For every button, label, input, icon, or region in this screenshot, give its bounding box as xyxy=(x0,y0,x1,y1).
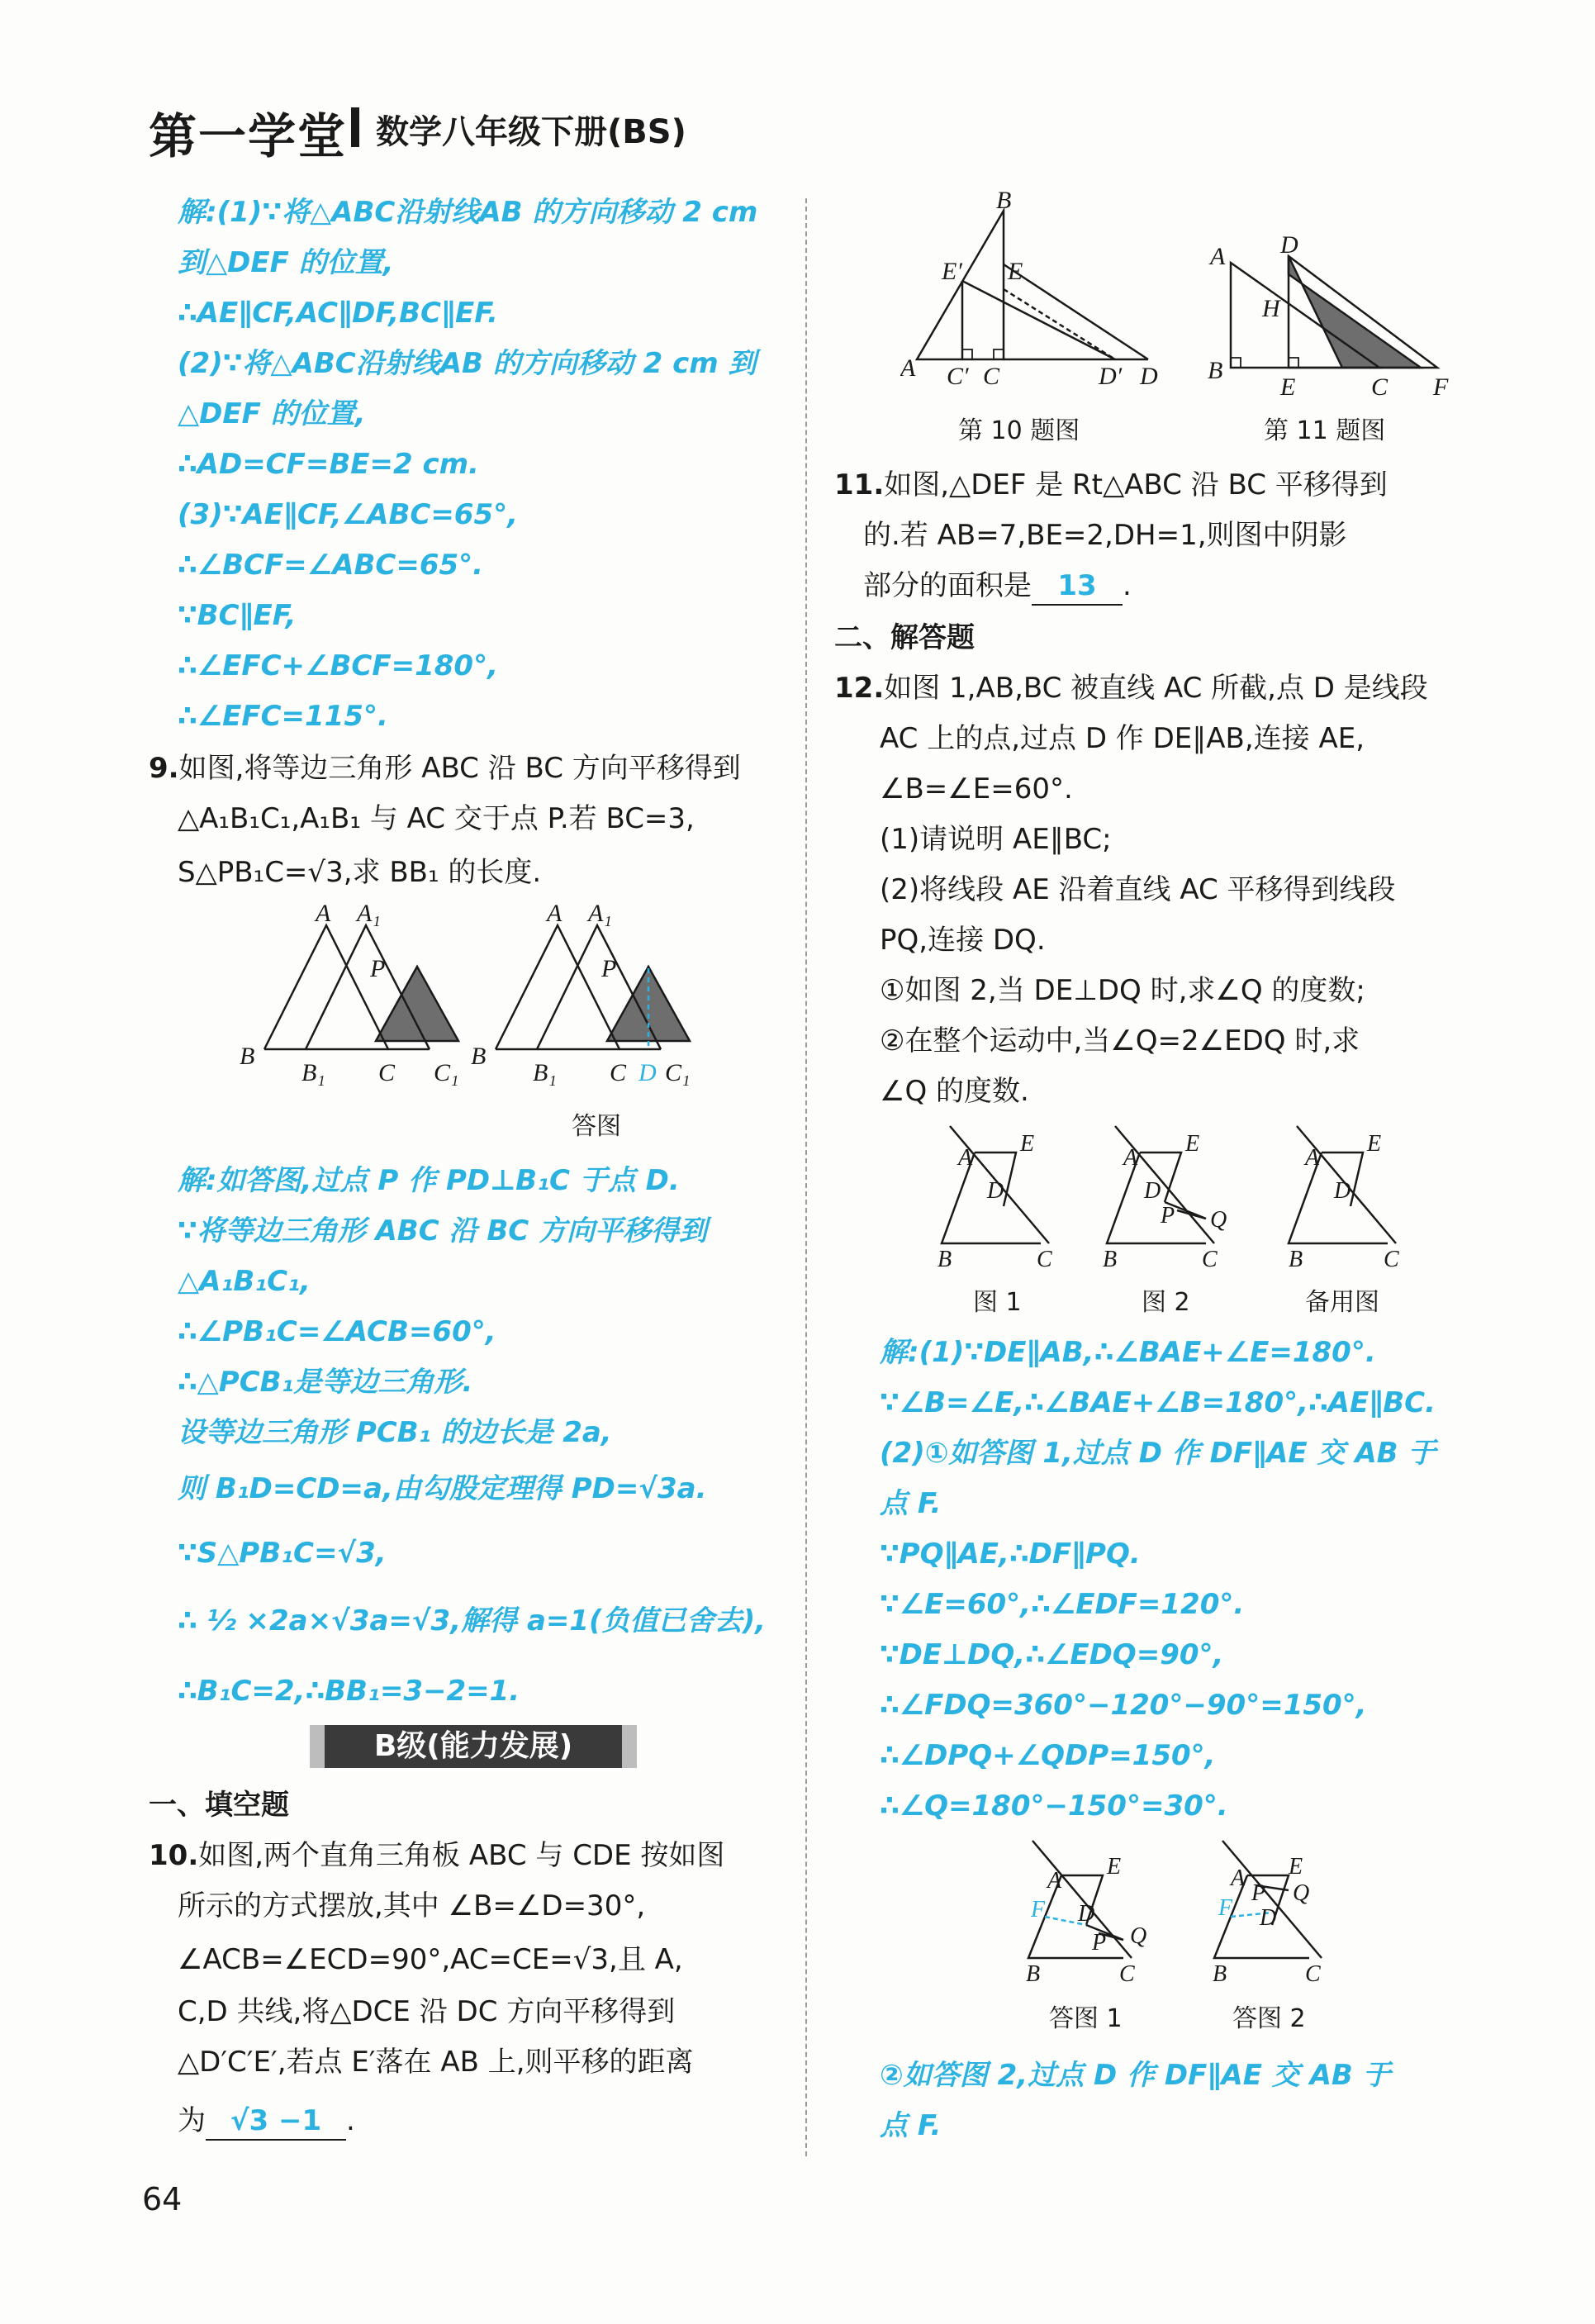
q12-line: (2)将线段 AE 沿着直线 AC 平移得到线段 xyxy=(880,873,1396,906)
label-e-prime: E′ xyxy=(942,258,962,285)
svg-text:C: C xyxy=(610,1059,627,1086)
level-badge: B级(能力发展) xyxy=(310,1725,637,1768)
svg-text:C: C xyxy=(1037,1247,1052,1272)
page-number: 64 xyxy=(142,2181,183,2217)
column-divider xyxy=(805,198,807,2156)
q10-figure xyxy=(900,190,1173,397)
answer-fig2-caption: 答图 2 xyxy=(1232,2004,1306,2033)
q12-fig1-caption: 图 1 xyxy=(973,1288,1022,1317)
q11-number: 11. xyxy=(834,468,885,501)
q10-prefix: 为 xyxy=(178,2104,206,2137)
svg-text:A: A xyxy=(1231,1865,1246,1891)
svg-text:B: B xyxy=(1289,1247,1303,1272)
label-b1: B₁ xyxy=(301,1059,325,1086)
svg-text:P: P xyxy=(1092,1930,1107,1956)
q9-solution-line: △A₁B₁C₁, xyxy=(178,1265,311,1298)
q10-number: 10. xyxy=(149,1839,199,1872)
fig11-caption: 第 11 题图 xyxy=(1264,416,1386,445)
q8-solution-line: ∴∠EFC+∠BCF=180°, xyxy=(178,649,498,682)
svg-text:F: F xyxy=(1031,1897,1046,1922)
section-fill-in: 一、填空题 xyxy=(149,1789,289,1822)
label-h: H xyxy=(1262,295,1280,322)
q8-solution-line: ∴∠EFC=115°. xyxy=(178,700,388,733)
q9-solution-line: ∴B₁C=2,∴BB₁=3−2=1. xyxy=(178,1675,520,1708)
q10-line xyxy=(149,1837,724,1874)
svg-text:C: C xyxy=(1202,1247,1218,1272)
shaded-triangle xyxy=(376,967,458,1041)
answer-fig1-caption: 答图 1 xyxy=(1049,2004,1123,2033)
q9-line: △A₁B₁C₁,A₁B₁ 与 AC 交于点 P.若 BC=3, xyxy=(178,802,695,835)
q9-solution-line: 解:如答图,过点 P 作 PD⊥B₁C 于点 D. xyxy=(178,1164,680,1197)
q12-line xyxy=(834,670,1428,706)
q10-line: 所示的方式摆放,其中 ∠B=∠D=30°, xyxy=(178,1889,646,1922)
q12-backup-caption: 备用图 xyxy=(1305,1288,1379,1317)
header-separator xyxy=(351,107,359,147)
q12-text: 如图 1,AB,BC 被直线 AC 所截,点 D 是线段 xyxy=(884,672,1428,705)
svg-text:B: B xyxy=(1026,1961,1041,1987)
label-d: D xyxy=(1280,231,1298,259)
svg-text:E: E xyxy=(1107,1854,1122,1880)
q9-figure-caption: 答图 xyxy=(572,1112,621,1141)
q9-number: 9. xyxy=(149,752,179,785)
svg-text:C₁: C₁ xyxy=(665,1059,691,1086)
svg-text:B: B xyxy=(1103,1247,1118,1272)
q12-solution-line: ∵PQ∥AE,∴DF∥PQ. xyxy=(880,1537,1141,1571)
header-brand: 第一学堂 xyxy=(149,108,348,164)
svg-text:A: A xyxy=(958,1145,973,1171)
q9-solution-line: ∴ ½ ×2a×√3a=√3,解得 a=1(负值已舍去), xyxy=(178,1604,767,1637)
q9-solution-line: ∵S△PB₁C=√3, xyxy=(178,1537,387,1570)
q12-solution-line: ∵∠B=∠E,∴∠BAE+∠B=180°,∴AE∥BC. xyxy=(880,1386,1436,1419)
q12-line: ∠B=∠E=60°. xyxy=(880,772,1073,806)
q10-line: C,D 共线,将△DCE 沿 DC 方向平移得到 xyxy=(178,1995,676,2028)
q9-line xyxy=(149,750,741,787)
q8-solution-line: ∴∠BCF=∠ABC=65°. xyxy=(178,549,484,582)
svg-text:F: F xyxy=(1218,1895,1233,1921)
q12-solution-tail-line: ②如答图 2,过点 D 作 DF∥AE 交 AB 于 xyxy=(880,2059,1391,2092)
label-d-prime: D′ xyxy=(1099,363,1123,390)
svg-text:E: E xyxy=(1289,1854,1303,1880)
q9-solution-line: ∵将等边三角形 ABC 沿 BC 方向平移得到 xyxy=(178,1214,708,1248)
q11-text: 如图,△DEF 是 Rt△ABC 沿 BC 平移得到 xyxy=(884,468,1388,501)
svg-text:B: B xyxy=(471,1043,487,1070)
svg-text:E: E xyxy=(1367,1131,1382,1157)
q12-solution-line: ∵DE⊥DQ,∴∠EDQ=90°, xyxy=(880,1638,1224,1671)
label-a1: A₁ xyxy=(357,901,381,927)
q11-answer: 13 xyxy=(1032,568,1123,606)
label-b: B xyxy=(240,1043,255,1070)
svg-text:E: E xyxy=(1020,1131,1035,1157)
svg-text:P: P xyxy=(1161,1203,1175,1229)
label-a: A xyxy=(316,901,331,927)
label-e: E xyxy=(1280,373,1296,401)
q8-solution-line: 解:(1)∵将△ABC沿射线AB 的方向移动 2 cm xyxy=(178,196,758,229)
q9-text: 如图,将等边三角形 ABC 沿 BC 方向平移得到 xyxy=(178,752,741,785)
svg-text:C: C xyxy=(1305,1961,1321,1987)
label-d: D xyxy=(1140,363,1158,390)
svg-text:C: C xyxy=(1384,1247,1399,1272)
q10-text: 如图,两个直角三角板 ABC 与 CDE 按如图 xyxy=(198,1839,725,1872)
q8-solution-line: 到△DEF 的位置, xyxy=(178,246,394,279)
q8-solution-line: (2)∵将△ABC沿射线AB 的方向移动 2 cm 到 xyxy=(178,347,757,380)
q9-solution-line: 设等边三角形 PCB₁ 的边长是 2a, xyxy=(178,1416,612,1449)
q10-line: △D′C′E′,若点 E′落在 AB 上,则平移的距离 xyxy=(178,2046,694,2079)
svg-text:D: D xyxy=(987,1178,1004,1204)
q9-figure-left xyxy=(264,925,458,1049)
label-c: C xyxy=(983,363,1000,390)
q9-solution-line: 则 B₁D=CD=a,由勾股定理得 PD=√3a. xyxy=(178,1472,707,1505)
q8-solution-line: ∵BC∥EF, xyxy=(178,599,297,632)
q12-solution-line: ∴∠DPQ+∠QDP=150°, xyxy=(880,1739,1216,1772)
q12-line: ∠Q 的度数. xyxy=(880,1075,1029,1108)
svg-text:D: D xyxy=(1334,1178,1351,1204)
svg-text:A: A xyxy=(1047,1868,1062,1894)
q8-solution-line: △DEF 的位置, xyxy=(178,397,366,430)
q12-solution-line: ∵∠E=60°,∴∠EDF=120°. xyxy=(880,1588,1245,1621)
label-d: D xyxy=(638,1059,657,1086)
q11-prefix: 部分的面积是 xyxy=(863,569,1032,602)
q10-suffix: . xyxy=(346,2104,355,2137)
label-f: F xyxy=(1433,373,1449,401)
svg-text:P: P xyxy=(601,955,617,982)
q12-answer-figures xyxy=(1024,1834,1412,1991)
q12-solution-line: 点 F. xyxy=(880,1487,942,1520)
q8-solution-line: (3)∵AE∥CF,∠ABC=65°, xyxy=(178,498,519,531)
svg-text:A: A xyxy=(547,901,563,927)
label-a: A xyxy=(900,354,916,382)
svg-text:B: B xyxy=(1213,1961,1227,1987)
q9-figure xyxy=(231,901,793,1099)
q12-line: (1)请说明 AE∥BC; xyxy=(880,823,1112,856)
q12-solution-tail-line: 点 F. xyxy=(880,2109,942,2142)
svg-text:P: P xyxy=(1251,1880,1266,1906)
q12-fig2-caption: 图 2 xyxy=(1142,1288,1190,1317)
label-b: B xyxy=(1208,357,1223,384)
fig10-caption: 第 10 题图 xyxy=(958,416,1080,445)
header-subtitle: 数学八年级下册(BS) xyxy=(376,113,686,151)
q12-line: AC 上的点,过点 D 作 DE∥AB,连接 AE, xyxy=(880,722,1365,755)
svg-text:C: C xyxy=(1119,1961,1135,1987)
q11-line: 的.若 AB=7,BE=2,DH=1,则图中阴影 xyxy=(863,519,1347,552)
q12-line: ①如图 2,当 DE⊥DQ 时,求∠Q 的度数; xyxy=(880,974,1365,1007)
label-a: A xyxy=(1210,243,1226,270)
svg-text:E: E xyxy=(1185,1131,1200,1157)
label-c: C xyxy=(378,1059,396,1086)
label-c1: C₁ xyxy=(434,1059,459,1086)
q12-solution-line: (2)①如答图 1,过点 D 作 DF∥AE 交 AB 于 xyxy=(880,1437,1436,1470)
q12-number: 12. xyxy=(834,672,885,705)
svg-text:B: B xyxy=(938,1247,952,1272)
q11-answer-line xyxy=(863,568,1132,606)
q10-answer-line xyxy=(178,2103,355,2141)
q9-figure-right xyxy=(496,925,690,1049)
svg-text:B₁: B₁ xyxy=(533,1059,557,1086)
q12-figures xyxy=(925,1119,1487,1276)
label-c-prime: C′ xyxy=(947,363,969,390)
q8-solution-line: ∴AE∥CF,AC∥DF,BC∥EF. xyxy=(178,297,498,330)
q12-solution-line: ∴∠FDQ=360°−120°−90°=150°, xyxy=(880,1689,1367,1722)
svg-text:D: D xyxy=(1078,1901,1095,1927)
svg-text:A₁: A₁ xyxy=(588,901,612,927)
q9-solution-line: ∴∠PB₁C=∠ACB=60°, xyxy=(178,1315,496,1348)
q12-line: ②在整个运动中,当∠Q=2∠EDQ 时,求 xyxy=(880,1024,1360,1057)
q8-solution-line: ∴AD=CF=BE=2 cm. xyxy=(178,448,479,481)
svg-text:D: D xyxy=(1144,1178,1161,1204)
section-answer: 二、解答题 xyxy=(834,621,975,654)
svg-text:A: A xyxy=(1305,1145,1320,1171)
q11-line xyxy=(834,467,1388,503)
q11-suffix: . xyxy=(1123,569,1132,602)
svg-text:D: D xyxy=(1260,1905,1277,1931)
q12-line: PQ,连接 DQ. xyxy=(880,924,1046,957)
q11-figure xyxy=(1198,231,1479,405)
label-p: P xyxy=(370,955,386,982)
q10-answer: √3 −1 xyxy=(206,2103,346,2141)
q12-solution-line: 解:(1)∵DE∥AB,∴∠BAE+∠E=180°. xyxy=(880,1336,1376,1369)
svg-text:A: A xyxy=(1123,1145,1138,1171)
svg-text:Q: Q xyxy=(1293,1880,1310,1906)
label-e: E xyxy=(1008,258,1023,285)
q9-solution-line: ∴△PCB₁是等边三角形. xyxy=(178,1366,473,1399)
svg-text:Q: Q xyxy=(1210,1207,1227,1233)
q9-line: S△PB₁C=√3,求 BB₁ 的长度. xyxy=(178,856,542,889)
label-b: B xyxy=(996,190,1012,214)
q10-line: ∠ACB=∠ECD=90°,AC=CE=√3,且 A, xyxy=(178,1943,683,1976)
q12-solution-line: ∴∠Q=180°−150°=30°. xyxy=(880,1789,1228,1823)
svg-text:Q: Q xyxy=(1130,1923,1147,1949)
label-c: C xyxy=(1371,373,1389,401)
